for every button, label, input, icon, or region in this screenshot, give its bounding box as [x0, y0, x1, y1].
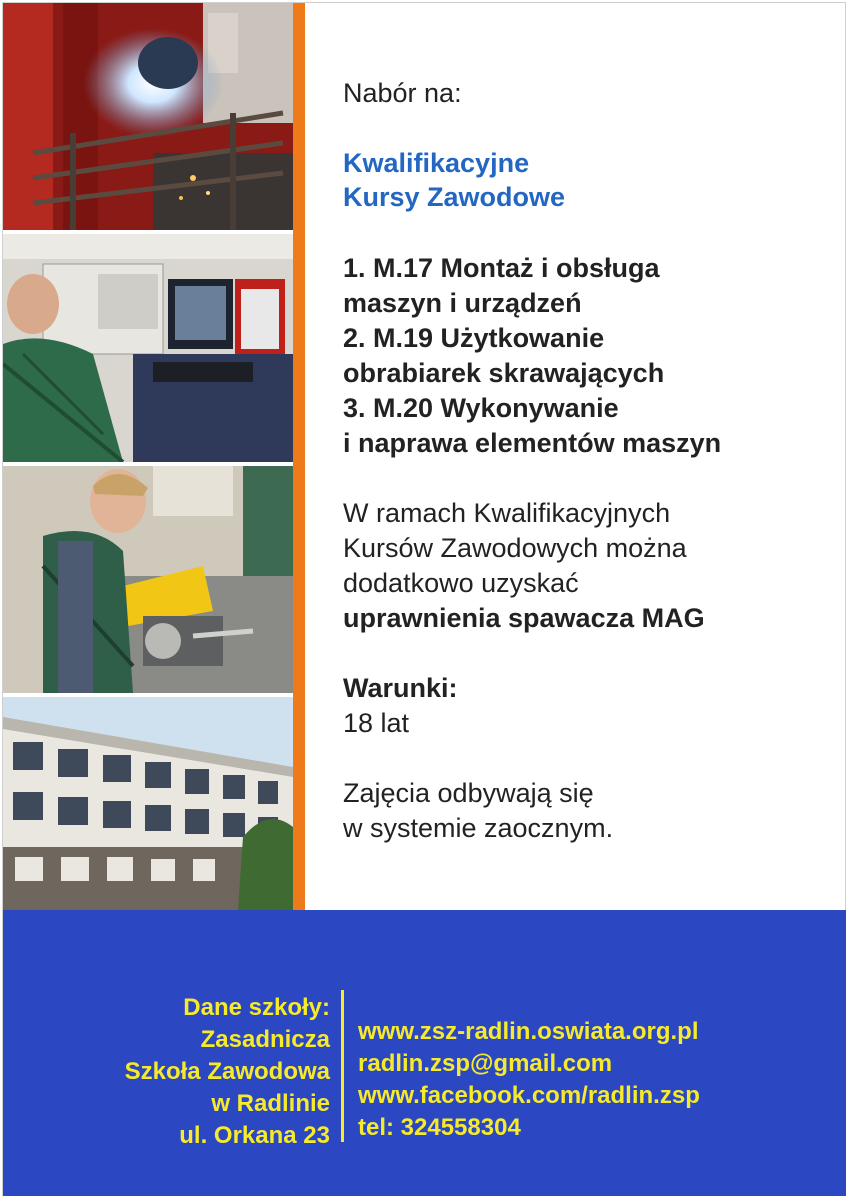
heading: Nabór na: [343, 78, 462, 108]
footer-divider [341, 990, 344, 1142]
conditions-value: 18 lat [343, 708, 410, 738]
footer [3, 910, 846, 1196]
course-line: obrabiarek skrawających [343, 358, 665, 388]
extra-highlight: uprawnienia spawacza MAG [343, 603, 705, 633]
school-building-photo [3, 697, 293, 910]
conditions-label: Warunki: [343, 673, 458, 703]
school-line: w Radlinie [211, 1090, 330, 1117]
extra-info-line: W ramach Kwalifikacyjnych [343, 498, 671, 528]
welding-photo [3, 3, 293, 230]
schedule-line: Zajęcia odbywają się [343, 778, 594, 808]
school-line: ul. Orkana 23 [179, 1122, 330, 1149]
course-line: 1. M.17 Montaż i obsługa [343, 253, 660, 283]
phone-number: tel: 324558304 [358, 1114, 521, 1141]
accent-bar [293, 3, 305, 910]
school-line: Zasadnicza [200, 1026, 330, 1053]
program-title-line-2: Kursy Zawodowe [343, 182, 566, 212]
facebook-link[interactable]: www.facebook.com/radlin.zsp [358, 1082, 700, 1109]
website-link[interactable]: www.zsz-radlin.oswiata.org.pl [358, 1018, 699, 1045]
photo-column [3, 3, 293, 910]
course-line: 3. M.20 Wykonywanie [343, 393, 619, 423]
cnc-operator-photo [3, 234, 293, 462]
email-link[interactable]: radlin.zsp@gmail.com [358, 1050, 613, 1077]
schedule-line: w systemie zaocznym. [343, 813, 614, 843]
course-line: i naprawa elementów maszyn [343, 428, 722, 458]
course-line: 2. M.19 Użytkowanie [343, 323, 605, 353]
lathe-operator-photo [3, 466, 293, 693]
extra-info-line: dodatkowo uzyskać [343, 568, 579, 598]
contact-info [358, 1016, 700, 1144]
school-info [125, 992, 330, 1152]
school-line: Szkoła Zawodowa [124, 1058, 330, 1085]
school-label: Dane szkoły: [183, 994, 330, 1021]
extra-info-line: Kursów Zawodowych można [343, 533, 687, 563]
program-title-line-1: Kwalifikacyjne [343, 148, 530, 178]
course-line: maszyn i urządzeń [343, 288, 582, 318]
